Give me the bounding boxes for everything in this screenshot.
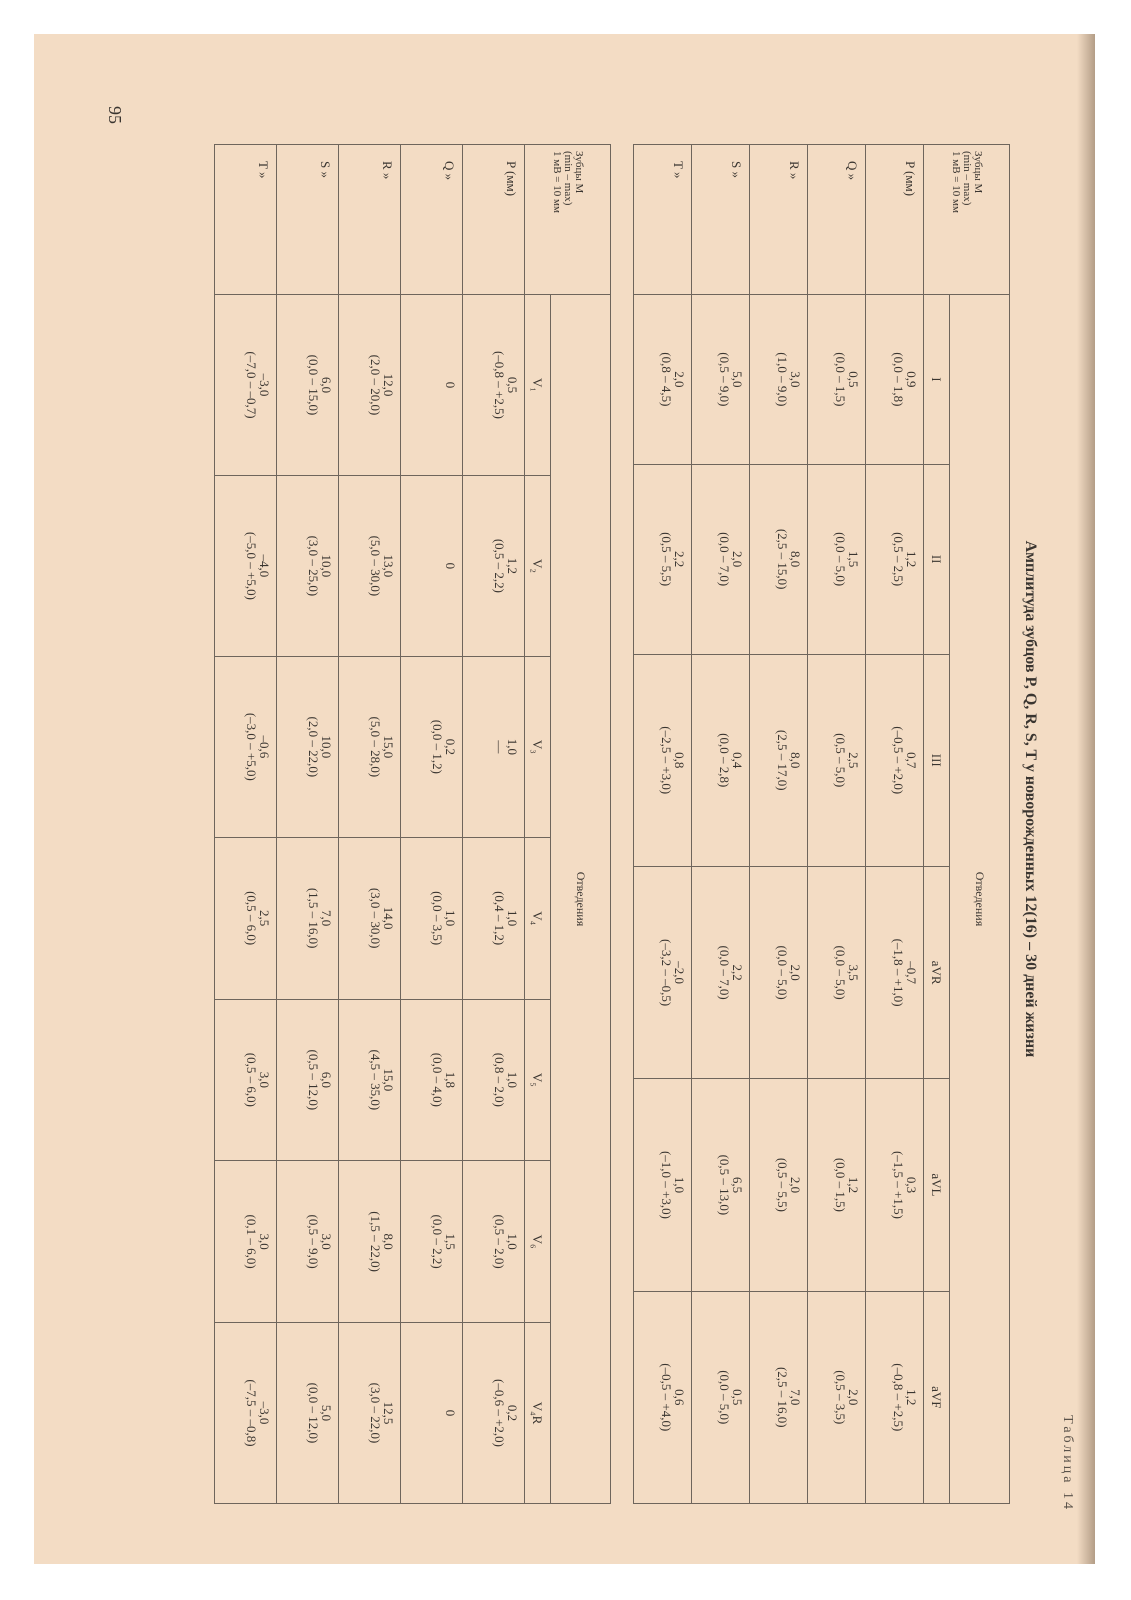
mean-value: 1,0 [505, 1071, 520, 1089]
value-cell [463, 295, 525, 476]
mean-value: 1,0 [672, 1176, 687, 1194]
mean-value: 7,0 [788, 1389, 803, 1406]
value-cell [277, 475, 339, 656]
range-value: (0,5 – 2,0) [492, 1214, 508, 1269]
value-cell [634, 1291, 692, 1503]
value-cell [866, 1079, 924, 1291]
range-value: (0,0 – 7,0) [717, 532, 733, 587]
range-value: (–1,5 – +1,5) [891, 1150, 907, 1219]
value-cell [277, 656, 339, 837]
mean-value: 0,4 [730, 752, 745, 769]
mean-value: 1,0 [505, 738, 520, 755]
value-cell [692, 464, 750, 654]
corner-header [525, 145, 611, 295]
mean-value: 2,2 [672, 551, 687, 568]
value-cell [808, 654, 866, 866]
mean-value: 0,3 [904, 1176, 919, 1194]
range-value: (0,0 – 2,8) [717, 733, 733, 788]
range-value: (0,5 – 2,2) [492, 538, 508, 593]
wave-label: S » [277, 145, 339, 295]
range-value: (–7,0 – –0,7) [244, 351, 260, 419]
mean-value: 5,0 [730, 371, 745, 388]
mean-value: 3,0 [319, 1233, 334, 1250]
range-value: (–5,0 – +5,0) [244, 531, 260, 600]
mean-value: 15,0 [381, 1068, 396, 1092]
value-cell [277, 837, 339, 999]
mean-value: 0,5 [846, 371, 861, 388]
mean-value: 0 [443, 1409, 458, 1417]
lead-header: II [924, 464, 950, 654]
table-row [634, 145, 692, 1504]
range-value: (0,5 – 5,0) [833, 733, 849, 788]
value-cell [634, 295, 692, 465]
value-cell [277, 295, 339, 476]
mean-value: 1,5 [443, 1233, 458, 1250]
range-value: (2,0 – 20,0) [368, 354, 384, 416]
mean-value: 1,0 [505, 910, 520, 927]
lead-header: III [924, 654, 950, 866]
value-cell [750, 464, 808, 654]
mean-value: –3,0 [257, 373, 272, 397]
mean-value: 12,5 [381, 1401, 396, 1425]
table-row [463, 145, 525, 1504]
mean-value: 0 [443, 562, 458, 570]
page-number: 95 [105, 106, 125, 124]
value-cell [750, 654, 808, 866]
mean-value: –4,0 [257, 554, 272, 578]
value-cell [401, 999, 463, 1161]
value-cell [634, 654, 692, 866]
mean-value: 2,2 [730, 964, 745, 981]
range-value: (0,8 – 2,0) [492, 1052, 508, 1107]
mean-value: 15,0 [381, 735, 396, 759]
mean-value: 3,5 [846, 964, 861, 981]
header-row [950, 145, 1010, 1504]
mean-value: 2,5 [257, 910, 272, 927]
limb-leads-table [633, 144, 1010, 1504]
range-value: (0,5 – 9,0) [717, 352, 733, 407]
leads-group-header: Отведения [551, 295, 611, 1504]
value-cell [463, 999, 525, 1161]
range-value: (5,0 – 30,0) [368, 535, 384, 597]
value-cell [215, 1161, 277, 1323]
lead-header: V₆ [525, 1161, 551, 1323]
range-value: (0,0 – 5,0) [833, 532, 849, 587]
mean-value: 1,0 [443, 910, 458, 927]
wave-label: T » [215, 145, 277, 295]
mean-value: 12,0 [381, 373, 396, 397]
range-value: (0,4 – 1,2) [492, 891, 508, 946]
wave-label: P (мм) [866, 145, 924, 295]
table-row [339, 145, 401, 1504]
mean-value: 1,2 [846, 1176, 861, 1194]
range-value: (0,8 – 4,5) [659, 352, 675, 407]
mean-value: 0,5 [730, 1389, 745, 1406]
value-cell [634, 1079, 692, 1291]
range-value: (0,5 – 5,5) [659, 532, 675, 587]
value-cell [750, 1291, 808, 1503]
range-value: (0,5 – 3,5) [833, 1370, 849, 1425]
range-value: (0,0 – 7,0) [717, 945, 733, 1000]
value-cell [808, 1079, 866, 1291]
mean-value: 1,2 [904, 1389, 919, 1406]
range-value: (2,5 – 17,0) [775, 729, 791, 791]
range-value: (–3,2 – –0,5) [659, 939, 675, 1007]
value-cell [750, 1079, 808, 1291]
range-value: (0,1 – 6,0) [244, 1214, 260, 1269]
range-value: (–3,0 – +5,0) [244, 712, 260, 781]
range-value: (0,5 – 9,0) [306, 1214, 322, 1269]
range-value: (0,0 – 3,5) [430, 891, 446, 946]
range-value: (3,0 – 25,0) [306, 535, 322, 597]
mean-value: –0,7 [904, 961, 919, 984]
leads-group-header: Отведения [950, 295, 1010, 1504]
mean-value: 2,0 [788, 1176, 803, 1194]
range-value: (0,5 – 6,0) [244, 891, 260, 946]
mean-value: 3,0 [257, 1071, 272, 1089]
corner-line: Зубцы M [573, 151, 585, 194]
range-value: — [492, 740, 508, 754]
mean-value: 10,0 [319, 735, 334, 759]
mean-value: 2,0 [672, 371, 687, 388]
table-row [808, 145, 866, 1504]
range-value: (1,0 – 9,0) [775, 352, 791, 407]
range-value: (0,0 – 5,0) [833, 945, 849, 1000]
value-cell [692, 866, 750, 1078]
range-value: (0,0 – 1,2) [430, 719, 446, 774]
range-value: (1,5 – 16,0) [306, 887, 322, 949]
mean-value: 2,0 [846, 1389, 861, 1406]
value-cell [866, 295, 924, 465]
mean-value: –3,0 [257, 1401, 272, 1425]
range-value: (–1,8 – +1,0) [891, 938, 907, 1007]
table-row [692, 145, 750, 1504]
range-value: (5,0 – 28,0) [368, 716, 384, 778]
range-value: (–0,5 – +2,0) [891, 726, 907, 795]
mean-value: 13,0 [381, 554, 396, 578]
value-cell [808, 1291, 866, 1503]
range-value: (–0,8 – +2,5) [492, 350, 508, 419]
mean-value: 6,0 [319, 1071, 334, 1089]
range-value: (0,5 – 12,0) [306, 1049, 322, 1111]
range-value: (3,0 – 22,0) [368, 1382, 384, 1444]
column-header-row [525, 145, 551, 1504]
wave-label: Q » [808, 145, 866, 295]
range-value: (0,5 – 13,0) [717, 1154, 733, 1216]
range-value: (0,0 – 5,0) [717, 1370, 733, 1425]
mean-value: –2,0 [672, 961, 687, 984]
range-value: (0,0 – 12,0) [306, 1382, 322, 1444]
mean-value: 1,2 [904, 551, 919, 568]
value-cell [277, 999, 339, 1161]
value-cell [808, 295, 866, 465]
mean-value: 3,0 [788, 371, 803, 388]
table-row [866, 145, 924, 1504]
value-cell [401, 1322, 463, 1503]
value-cell [215, 656, 277, 837]
range-value: (–7,5 – –0,8) [244, 1379, 260, 1447]
range-value: (–0,5 – +4,0) [659, 1363, 675, 1432]
range-value: (0,0 – 1,5) [833, 352, 849, 407]
range-value: (0,5 – 6,0) [244, 1052, 260, 1107]
lead-header: I [924, 295, 950, 465]
value-cell [463, 1322, 525, 1503]
lead-header: V₄ [525, 837, 551, 999]
value-cell [463, 837, 525, 999]
lead-header: aVR [924, 866, 950, 1078]
range-value: (0,0 – 2,2) [430, 1214, 446, 1269]
lead-header: V₁ [525, 295, 551, 476]
range-value: (0,0 – 1,5) [833, 1157, 849, 1213]
value-cell [866, 866, 924, 1078]
value-cell [401, 1161, 463, 1323]
chest-leads-table [214, 144, 611, 1504]
mean-value: 1,8 [443, 1071, 458, 1089]
mean-value: 0,5 [505, 376, 520, 394]
value-cell [463, 475, 525, 656]
range-value: (0,5 – 2,5) [891, 532, 907, 587]
value-cell [215, 295, 277, 476]
value-cell [339, 656, 401, 837]
wave-label: S » [692, 145, 750, 295]
value-cell [692, 295, 750, 465]
range-value: (0,0 – 5,0) [775, 945, 791, 1000]
range-value: (0,5 – 5,5) [775, 1157, 791, 1213]
table-title: Амплитуда зубцов P, Q, R, S, T у новорожденных 12(16) – 30 дней жизни [1022, 540, 1039, 1058]
column-header-row [924, 145, 950, 1504]
range-value: (2,5 – 15,0) [775, 528, 791, 590]
range-value: (–0,6 – +2,0) [492, 1378, 508, 1447]
mean-value: 14,0 [381, 906, 396, 930]
mean-value: 8,0 [381, 1233, 396, 1250]
mean-value: 2,5 [846, 752, 861, 769]
range-value: (3,0 – 30,0) [368, 887, 384, 949]
value-cell [277, 1322, 339, 1503]
mean-value: 10,0 [319, 554, 334, 578]
value-cell [866, 464, 924, 654]
lead-header: V₃ [525, 656, 551, 837]
mean-value: 0,9 [904, 371, 919, 388]
value-cell [401, 295, 463, 476]
value-cell [339, 999, 401, 1161]
value-cell [215, 475, 277, 656]
value-cell [692, 654, 750, 866]
lead-header: V₅ [525, 999, 551, 1161]
corner-line: (min – max) [562, 151, 574, 206]
mean-value: 1,0 [505, 1233, 520, 1250]
value-cell [750, 295, 808, 465]
lead-header: aVF [924, 1291, 950, 1503]
wave-label: R » [750, 145, 808, 295]
wave-label: P (мм) [463, 145, 525, 295]
mean-value: 0,2 [505, 1404, 520, 1422]
corner-line: Зубцы M [972, 151, 984, 194]
range-value: (4,5 – 35,0) [368, 1049, 384, 1111]
range-value: (0,0 – 4,0) [430, 1052, 446, 1107]
value-cell [463, 1161, 525, 1323]
value-cell [692, 1291, 750, 1503]
table-row [750, 145, 808, 1504]
mean-value: 6,0 [319, 376, 334, 394]
value-cell [750, 866, 808, 1078]
value-cell [339, 1322, 401, 1503]
value-cell [866, 654, 924, 866]
mean-value: 8,0 [788, 551, 803, 568]
range-value: (2,0 – 22,0) [306, 716, 322, 778]
wave-label: R » [339, 145, 401, 295]
mean-value: –0,6 [257, 735, 272, 759]
wave-label: T » [634, 145, 692, 295]
rotated-content [34, 34, 1095, 1564]
mean-value: 0,8 [672, 752, 687, 769]
mean-value: 1,2 [505, 557, 520, 575]
lead-header: V₄R [525, 1322, 551, 1503]
value-cell [692, 1079, 750, 1291]
range-value: (0,0 – 1,8) [891, 352, 907, 407]
corner-line: 1 мВ = 10 мм [950, 151, 962, 213]
mean-value: 7,0 [319, 910, 334, 927]
lead-header: V₂ [525, 475, 551, 656]
value-cell [634, 866, 692, 1078]
mean-value: 2,0 [730, 551, 745, 568]
corner-line: 1 мВ = 10 мм [551, 151, 563, 213]
mean-value: 0 [443, 381, 458, 389]
value-cell [215, 1322, 277, 1503]
value-cell [215, 999, 277, 1161]
corner-line: (min – max) [961, 151, 973, 206]
mean-value: 0,2 [443, 738, 458, 755]
value-cell [463, 656, 525, 837]
lead-header: aVL [924, 1079, 950, 1291]
wave-label: Q » [401, 145, 463, 295]
value-cell [277, 1161, 339, 1323]
value-cell [339, 475, 401, 656]
range-value: (1,5 – 22,0) [368, 1211, 384, 1272]
value-cell [401, 475, 463, 656]
value-cell [401, 837, 463, 999]
table-row [277, 145, 339, 1504]
range-value: (2,5 – 16,0) [775, 1366, 791, 1428]
corner-header [924, 145, 1010, 295]
mean-value: 6,5 [730, 1176, 745, 1194]
range-value: (0,0 – 15,0) [306, 354, 322, 416]
range-value: (–0,8 – +2,5) [891, 1363, 907, 1432]
value-cell [808, 866, 866, 1078]
value-cell [866, 1291, 924, 1503]
mean-value: 0,6 [672, 1389, 687, 1406]
header-row [551, 145, 611, 1504]
value-cell [401, 656, 463, 837]
mean-value: 5,0 [319, 1404, 334, 1422]
mean-value: 1,5 [846, 551, 861, 568]
value-cell [339, 295, 401, 476]
mean-value: 0,7 [904, 752, 919, 769]
mean-value: 2,0 [788, 964, 803, 981]
value-cell [215, 837, 277, 999]
table-row [215, 145, 277, 1504]
value-cell [808, 464, 866, 654]
range-value: (–2,5 – +3,0) [659, 726, 675, 795]
value-cell [339, 837, 401, 999]
table-number: Таблица 14 [1060, 1415, 1075, 1512]
range-value: (–1,0 – +3,0) [659, 1150, 675, 1219]
mean-value: 8,0 [788, 752, 803, 769]
scanned-page [34, 34, 1095, 1564]
mean-value: 3,0 [257, 1233, 272, 1250]
value-cell [339, 1161, 401, 1323]
table-row [401, 145, 463, 1504]
value-cell [634, 464, 692, 654]
